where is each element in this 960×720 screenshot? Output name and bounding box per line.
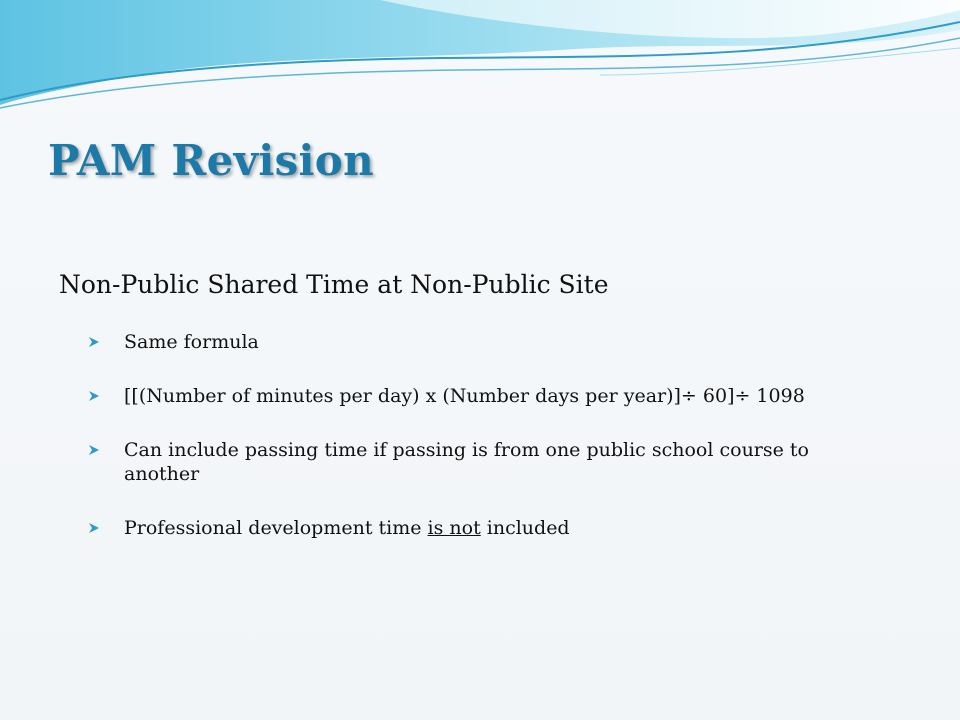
slide-subtitle: Non-Public Shared Time at Non-Public Site [59,270,609,299]
arrow-bullet-icon [88,522,100,534]
bullet-text-underlined: is not [427,517,481,539]
bullet-item [88,438,868,486]
slide-title: PAM Revision [48,136,374,185]
header-wave-decoration [0,0,960,130]
bullet-text-before: Professional development time [124,517,428,539]
bullet-item [88,516,868,540]
bullet-item [88,330,868,354]
arrow-bullet-icon [88,336,100,348]
bullet-item [88,384,868,408]
bullet-text: Same formula [124,331,259,353]
arrow-bullet-icon [88,390,100,402]
bullet-text: Can include passing time if passing is from one public school course to another [124,439,809,485]
arrow-bullet-icon [88,444,100,456]
bullet-text: [[(Number of minutes per day) x (Number days per year)]÷ 60]÷ 1098 [124,385,805,407]
bullet-text-after: included [480,517,570,539]
bullet-list [88,330,868,570]
